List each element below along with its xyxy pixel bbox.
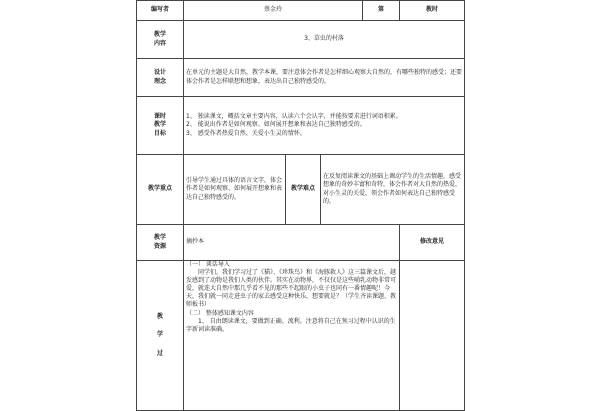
lesson-plan-table <box>136 0 465 411</box>
period-label-1: 第 <box>363 1 400 21</box>
revision-label: 修改意见 <box>400 225 465 261</box>
keypoint-label: 教学重点 <box>137 155 184 225</box>
goal-item-3: 3、 感受作者热爱自然、关爱小生灵的情怀。 <box>186 129 306 137</box>
section1-title: （一） 谈话导入 <box>186 261 230 268</box>
design-row <box>137 59 465 97</box>
design-label: 设计 理念 <box>137 59 184 97</box>
difficulty-value: 在反复阅读课文的基础上调动学生的生活情趣，感受想象的奇妙丰富和奇特，体会作者对大自然的热爱，对小生灵的关爱，领会作者如何表达自己独特感受的。 <box>321 155 465 225</box>
goals-row <box>137 97 465 155</box>
process-row <box>137 261 465 411</box>
author-value: 蔡金玲 <box>184 1 363 21</box>
section1-text: 同学们，我们学习过了《猫》、《珍珠鸟》和《海豚救人》这三篇课文后，越发感到了动物是我们人类的伙伴。其实在动物界，不仅仅是这些哺乳动物非常可爱，就连大自然中那几乎看不见的那些不起眼的小虫子也同有一番情趣呢！今天，我们就一同走进虫子的家去感受这种快乐，想要就是？（学生齐读课题、教师板书） <box>186 269 397 309</box>
goals-list <box>184 97 465 155</box>
difficulty-label: 教学难点 <box>286 155 321 225</box>
process-side-label: 教 学 过 <box>137 261 184 411</box>
resources-value: 摘抄本 <box>184 225 400 261</box>
goal-item-2: 2、 能说出作者是如何观察、如何展开想象和表达自己独特感受的。 <box>186 121 366 129</box>
process-body <box>184 261 400 411</box>
content-value: 3、草虫的村落 <box>184 21 465 59</box>
goals-label: 课时 教学 目标 <box>137 97 184 155</box>
key-difficulty-row <box>137 155 465 225</box>
design-value: 在单元的主题是大自然，教学本课，要注意体会作者是怎样细心观察大自然的，有哪些独特的感受；还要体会作者是怎样联想和想象，表达出自己独特感受的。 <box>184 59 465 97</box>
keypoint-value: 引导学生通过具体的语言文字，体会作者是如何观察、如何展开想象和表达自己独特感受的。 <box>184 155 286 225</box>
revision-notes-cell <box>400 261 465 411</box>
content-label: 教学 内容 <box>137 21 184 59</box>
goal-item-1: 1、 独读课文，概括文章主要内容，认读六个会认字，并能按要求进行词语积累。 <box>186 113 402 121</box>
content-row <box>137 21 465 59</box>
author-label: 编写者 <box>137 1 184 21</box>
resources-row <box>137 225 465 261</box>
header-row <box>137 1 465 21</box>
resources-label: 教学 资源 <box>137 225 184 261</box>
section2-title: （二） 整体感知课文内容 <box>186 309 254 317</box>
section2-text: 1、 自由朗读课文，要做到正确、流利。注意将自己在预习过程中认识的生字新词读准确。 <box>186 317 396 333</box>
period-label-2: 教时 <box>400 1 465 21</box>
